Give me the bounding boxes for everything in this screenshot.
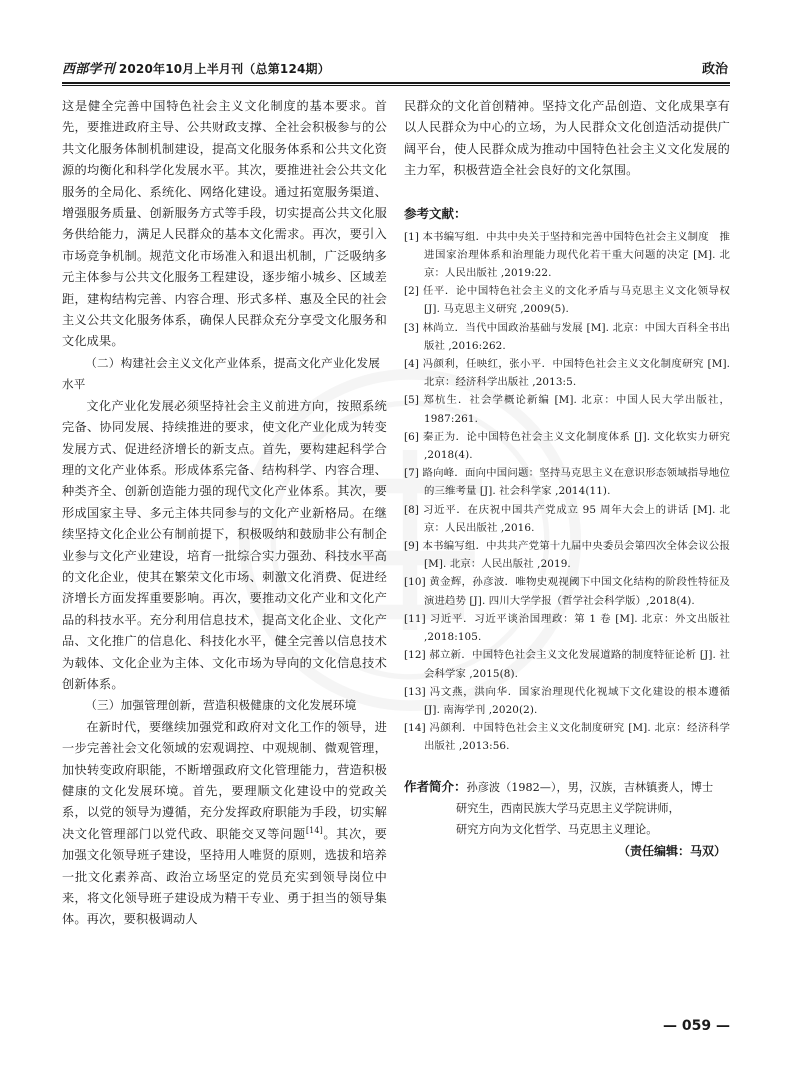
references-list xyxy=(404,228,730,756)
references-heading: 参考文献： xyxy=(404,205,467,221)
author-line: 孙彦波（1982—），男，汉族，吉林镇赉人，博士 xyxy=(466,780,714,794)
reference-item: [3] 林尚立．当代中国政治基础与发展 [M]. 北京：中国大百科全书出版社 ,2016:262. xyxy=(404,321,730,352)
section-name: 政治 xyxy=(701,62,728,77)
body-paragraph: 这是健全完善中国特色社会主义文化制度的基本要求。首先，要推进政府主导、公共财政支撑、全社会积极参与的公共文化服务体制机制建设，提高文化服务体系和公共文化资源的均衡化和科学化发展水平。其次，要推进社会公共文化服务的全局化、系统化、网络化建设。通过拓宽服务渠道、增强服务质量、创新服务方式等手段，切实提高公共文化服务供给能力，满足人民群众的基本文化需求。再次，要引入市场竞争机制。规范文化市场准入和退出机制，广泛吸纳多元主体参与公共文化服务工程建设，逐步缩小城乡、区域差距，建构结构完善、内容合理、形式多样、惠及全民的社会主义公共文化服务体系，确保人民群众充分享受文化服务和文化成果。 xyxy=(62,99,387,349)
reference-item: [12] 郝立新．中国特色社会主义文化发展道路的制度特征论析 [J]. 社会科学家 ,2015(8). xyxy=(404,649,730,680)
page-number: — 059 — xyxy=(663,1018,730,1034)
author-bio xyxy=(404,776,730,840)
body-paragraph: 文化产业化发展必须坚持社会主义前进方向，按照系统完备、协同发展、持续推进的要求，使文化产业化成为转变发展方式、促进经济增长的新支点。首先，要构建起科学合理的文化产业体系。形成体系完备、结构科学、内容合理、种类齐全、创新创造能力强的现代文化产业体系。其次，要形成国家主导、多元主体共同参与的文化产业新格局。在继续坚持文化企业公有制前提下，积极吸纳和鼓励非公有制企业参与文化产业建设，培育一批综合实力强劲、科技水平高的文化企业，使其在繁荣文化市场、刺激文化消费、促进经济增长方面发挥重要影响。再次，要推动文化产业和文化产品的科技水平。充分利用信息技术，提高文化企业、文化产品、文化推广的信息化、科技化水平，健全完善以信息技术为载体、文化企业为主体、文化市场为导向的文化信息技术创新体系。 xyxy=(62,398,387,691)
issue-info: 2020年10月上半月刊（总第124期） xyxy=(118,62,330,76)
responsible-editor: （责任编辑：马双） xyxy=(617,843,726,858)
reference-item: [10] 黄金辉，孙彦波．唯物史观视阈下中国文化结构的阶段性特征及演进趋势 [J]. 四川大学学报（哲学社会科学版）,2018(4). xyxy=(404,576,730,607)
reference-item: [5] 郑杭生．社会学概论新编 [M]. 北京：中国人民大学出版社，1987:261. xyxy=(404,394,730,425)
paragraph-text: 在新时代，要继续加强党和政府对文化工作的领导，进一步完善社会文化领域的宏观调控、中观规制、微观管理，加快转变政府职能，不断增强政府文化管理能力，营造积极健康的文化发展环境。首先，要理顺文化建设中的党政关系，以党的领导为遵循，充分发挥政府职能为手段，切实解决文化管理部门以党代政、职能交叉等问题 xyxy=(62,719,387,841)
reference-item: [2] 任平．论中国特色社会主义的文化矛盾与马克思主义文化领导权 [J]. 马克思主义研究 ,2009(5). xyxy=(404,285,730,316)
header-rule-thin xyxy=(62,85,730,86)
reference-item: [6] 秦正为．论中国特色社会主义文化制度体系 [J]. 文化软实力研究 ,2018(4). xyxy=(404,430,730,462)
reference-item: [8] 习近平．在庆祝中国共产党成立 95 周年大会上的讲话 [M]. 北京：人民出版社 ,2016. xyxy=(404,503,730,534)
citation-marker: [14] xyxy=(305,825,323,835)
paragraph-text: 。其次，要加强文化领导班子建设，坚持用人唯贤的原则，选拔和培养一批文化素养高、政治立场坚定的党员充实到领导岗位中来，将文化领导班子建设成为精干专业、勇于担当的领导集体。再次，要积极调动人 xyxy=(62,826,388,927)
running-header xyxy=(62,58,730,82)
body-paragraph xyxy=(62,717,387,931)
author-label: 作者简介： xyxy=(404,778,467,794)
journal-logo: 西部学刊 xyxy=(62,62,115,77)
left-column xyxy=(62,96,387,931)
header-rule-thick xyxy=(62,82,730,84)
reference-item: [14] 冯颜利．中国特色社会主义文化制度研究 [M]. 北京：经济科学出版社 ,2013:56. xyxy=(404,722,730,753)
reference-item: [7] 路向峰．面向中国问题：坚持马克思主义在意识形态领域指导地位的三维考量 [J]. 社会科学家 ,2014(11). xyxy=(404,467,730,498)
reference-item: [4] 冯颜利，任映红，张小平．中国特色社会主义文化制度研究 [M]. 北京：经济科学出版社 ,2013:5. xyxy=(404,358,730,389)
reference-item: [9] 本书编写组．中共共产党第十九届中央委员会第四次全体会议公报 [M]. 北京：人民出版社 ,2019. xyxy=(404,540,730,571)
reference-item: [1] 本书编写组．中共中央关于坚持和完善中国特色社会主义制度 推进国家治理体系和治理能力现代化若干重大问题的决定 [M]. 北京：人民出版社 ,2019:22. xyxy=(404,230,730,280)
reference-item: [13] 冯文燕，洪向华．国家治理现代化视域下文化建设的根本遵循 [J]. 南海学刊 ,2020(2). xyxy=(404,685,730,716)
body-paragraph-continued: 民群众的文化首创精神。坚持文化产品创造、文化成果享有以人民群众为中心的立场，为人民群众文化创造活动提供广阔平台，使人民群众成为推动中国特色社会主义文化发展的主力军，积极营造全社会良好的文化氛围。 xyxy=(404,99,730,178)
journal-issue-line xyxy=(62,58,330,77)
author-line: 研究方向为文化哲学、马克思主义理论。 xyxy=(456,822,658,836)
right-column xyxy=(404,96,730,859)
section-heading: （三）加强管理创新，营造积极健康的文化发展环境 xyxy=(85,698,357,713)
reference-item: [11] 习近平．习近平谈治国理政：第 1 卷 [M]. 北京：外文出版社 ,2018:105. xyxy=(404,612,730,644)
author-line: 研究生，西南民族大学马克思主义学院讲师， xyxy=(456,801,680,815)
section-heading: （二）构建社会主义文化产业体系，提高文化产业化发展水平 xyxy=(62,355,381,392)
